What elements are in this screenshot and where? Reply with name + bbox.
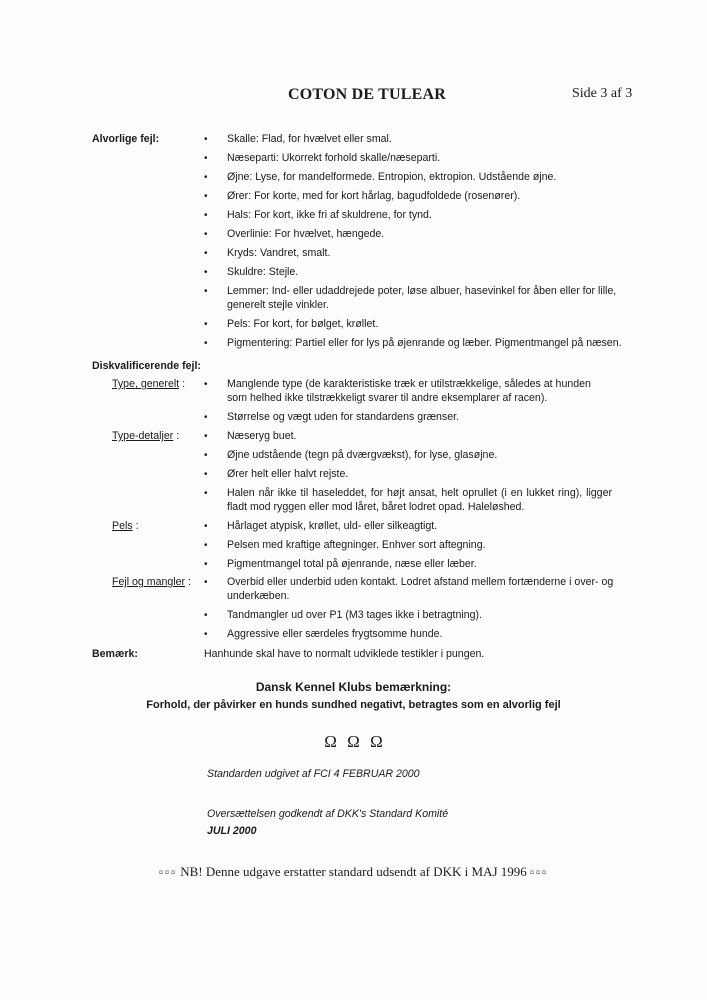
square-ornament-icon: ¤¤¤ xyxy=(158,868,177,877)
bullet-icon: • xyxy=(204,210,208,221)
item-text: Pigmentering: Partiel eller for lys på øjenrande og læber. Pigmentmangel på næsen. xyxy=(227,337,622,349)
square-ornament-icon: ¤¤¤ xyxy=(530,868,549,877)
section-label: Alvorlige fejl: xyxy=(92,133,160,145)
translation-date: JULI 2000 xyxy=(207,825,257,837)
subgroup-label: Type-detaljer : xyxy=(112,430,180,442)
item-text: Skalle: Flad, for hvælvet eller smal. xyxy=(227,133,392,145)
item-text: Ører: For korte, med for kort hårlag, bagudfoldede (rosenører). xyxy=(227,190,521,202)
item-text: Aggressive eller særdeles frygtsomme hunde. xyxy=(227,628,443,640)
bullet-icon: • xyxy=(204,488,208,499)
item-text: Øjne: Lyse, for mandelformede. Entropion, ektropion. Udstående øjne. xyxy=(227,171,557,183)
item-text: Lemmer: Ind- eller udaddrejede poter, løse albuer, hasevinkel for åben eller for lille, generelt stejle vinkler. xyxy=(227,285,617,311)
bullet-icon: • xyxy=(204,153,208,164)
item-text: Pels: For kort, for bølget, krøllet. xyxy=(227,318,379,330)
section-label: Bemærk: xyxy=(92,648,138,660)
item-text: Overbid eller underbid uden kontakt. Lodret afstand mellem fortænderne i over- og underkæben. xyxy=(227,576,614,602)
item-text: Næseparti: Ukorrekt forhold skalle/næseparti. xyxy=(227,152,441,164)
bullet-icon: • xyxy=(204,379,208,390)
nb-notice xyxy=(0,864,707,880)
bullet-icon: • xyxy=(204,559,208,570)
item-text: Overlinie: For hvælvet, hængede. xyxy=(227,228,385,240)
subgroup-label: Type, generelt : xyxy=(112,378,186,390)
item-text: Øjne udstående (tegn på dværgvækst), for lyse, glasøjne. xyxy=(227,449,498,461)
fci-publication-line: Standarden udgivet af FCI 4 FEBRUAR 2000 xyxy=(207,768,420,780)
item-text: Pelsen med kraftige aftegninger. Enhver sort aftegning. xyxy=(227,539,486,551)
bullet-icon: • xyxy=(204,229,208,240)
dkk-remark-title: Dansk Kennel Klubs bemærkning: xyxy=(255,680,452,694)
bullet-icon: • xyxy=(204,610,208,621)
bullet-icon: • xyxy=(204,134,208,145)
item-text: Størrelse og vægt uden for standardens grænser. xyxy=(227,411,460,423)
bullet-icon: • xyxy=(204,172,208,183)
bullet-icon: • xyxy=(204,191,208,202)
subgroup-label: Fejl og mangler : xyxy=(112,576,191,588)
item-text: Tandmangler ud over P1 (M3 tages ikke i betragtning). xyxy=(227,609,482,621)
item-text: Pigmentmangel total på øjenrande, næse eller læber. xyxy=(227,558,477,570)
bullet-icon: • xyxy=(204,469,208,480)
item-text: Skuldre: Stejle. xyxy=(227,266,299,278)
document-title: COTON DE TULEAR xyxy=(288,86,446,103)
bullet-icon: • xyxy=(204,286,208,297)
bullet-icon: • xyxy=(204,267,208,278)
bullet-icon: • xyxy=(204,338,208,349)
item-text: Hårlaget atypisk, krøllet, uld- eller silkeagtigt. xyxy=(227,520,438,532)
omega-separator-icon: Ω Ω Ω xyxy=(324,732,383,751)
bullet-icon: • xyxy=(204,450,208,461)
item-text: Kryds: Vandret, smalt. xyxy=(227,247,331,259)
item-text: Hals: For kort, ikke fri af skuldrene, for tynd. xyxy=(227,209,432,221)
subgroup-label: Pels : xyxy=(112,520,139,532)
section-label: Diskvalificerende fejl: xyxy=(92,360,201,372)
bullet-icon: • xyxy=(204,248,208,259)
bullet-icon: • xyxy=(204,577,208,588)
translation-approval-line: Oversættelsen godkendt af DKK's Standard Komité xyxy=(207,808,449,820)
dkk-remark-text: Forhold, der påvirker en hunds sundhed negativt, betragtes som en alvorlig fejl xyxy=(146,699,561,711)
item-text: Halen når ikke til haseleddet, for højt ansat, helt oprullet (i en lukket ring), ligger fladt mod ryggen eller mod låret, båret lodret opad. Haleløshed. xyxy=(227,487,612,513)
item-text: Ører helt eller halvt rejste. xyxy=(227,468,349,480)
bullet-icon: • xyxy=(204,319,208,330)
bullet-icon: • xyxy=(204,431,208,442)
nb-notice-text: NB! Denne udgave erstatter standard udsendt af DKK i MAJ 1996 xyxy=(180,864,527,879)
bullet-icon: • xyxy=(204,540,208,551)
bemaerk-text: Hanhunde skal have to normalt udviklede testikler i pungen. xyxy=(204,648,485,660)
bullet-icon: • xyxy=(204,412,208,423)
bullet-icon: • xyxy=(204,521,208,532)
bullet-icon: • xyxy=(204,629,208,640)
page-number: Side 3 af 3 xyxy=(572,86,633,101)
item-text: Næseryg buet. xyxy=(227,430,297,442)
item-text: Manglende type (de karakteristiske træk er utilstrækkelige, således at hunden som helhed ikke tilstrækkeligt svarer til andre eksemplarer af racen). xyxy=(227,378,591,404)
